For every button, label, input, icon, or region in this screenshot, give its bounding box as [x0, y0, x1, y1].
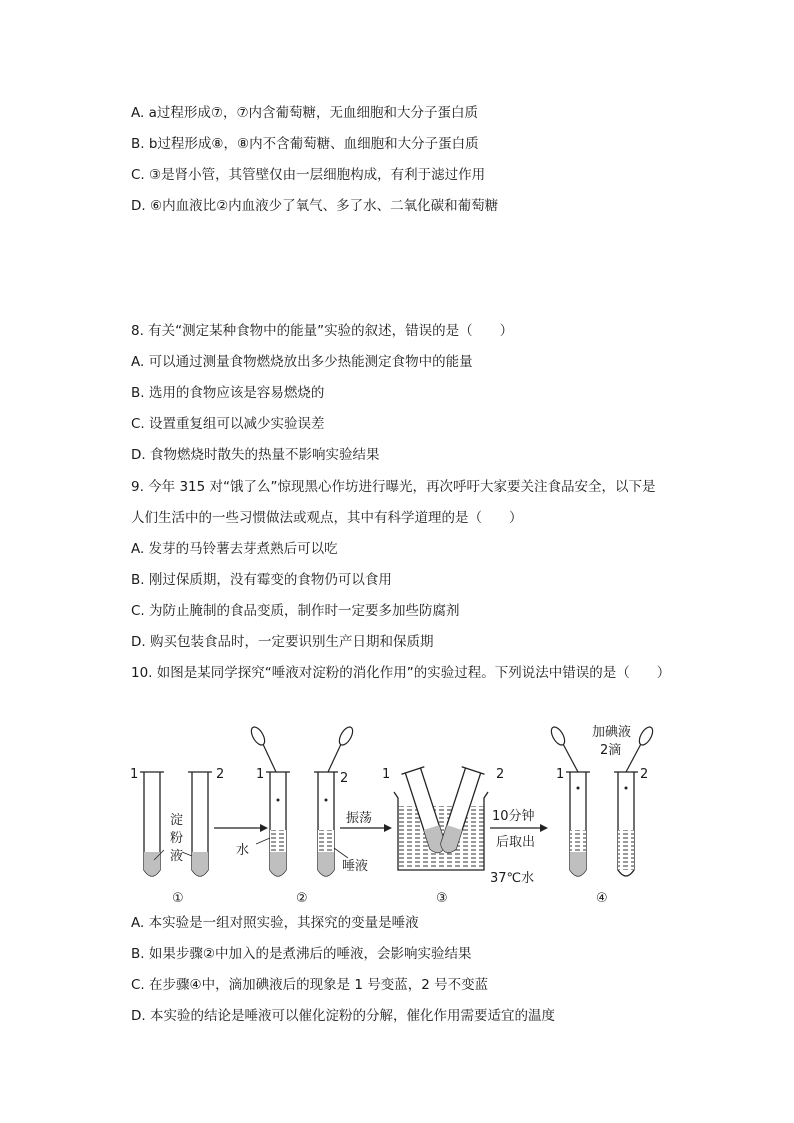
bath-label: 37℃水	[490, 871, 535, 886]
q7-option-c: C. ③是肾小管，其管壁仅由一层细胞构成，有利于滤过作用	[131, 167, 486, 183]
step2-tube2-label: 2	[340, 771, 349, 786]
arrow-3	[490, 809, 548, 850]
q10-option-c: C. 在步骤④中，滴加碘液后的现象是 1 号变蓝，2 号不变蓝	[131, 977, 489, 993]
shake-label: 振荡	[346, 811, 373, 826]
starch-label-1: 淀	[170, 813, 184, 828]
wait-label-1: 10分钟	[492, 809, 535, 824]
starch-label-2: 粉	[170, 831, 184, 846]
step2-label: ②	[296, 891, 308, 906]
q8-option-c: C. 设置重复组可以减少实验误差	[131, 416, 325, 432]
saliva-label: 唾液	[342, 859, 369, 874]
wait-label-2: 后取出	[496, 835, 536, 850]
step1-tube1-label: 1	[130, 767, 139, 782]
q9-option-c: C. 为防止腌制的食品变质，制作时一定要多加些防腐剂	[131, 603, 460, 619]
q10-stem: 10. 如图是某同学探究“唾液对淀粉的消化作用”的实验过程。下列说法中错误的是（ ）	[131, 665, 671, 681]
water-label: 水	[236, 843, 250, 858]
arrow-1	[214, 824, 268, 832]
step1-tube2-label: 2	[216, 767, 225, 782]
step4-tube2-label: 2	[640, 767, 649, 782]
q9-option-d: D. 购买包装食品时，一定要识别生产日期和保质期	[131, 634, 434, 650]
q9-option-b: B. 刚过保质期，没有霉变的食物仍可以食用	[131, 572, 392, 588]
q9-stem-line1: 9. 今年 315 对“饿了么”惊现黑心作坊进行曝光，再次呼吁大家要关注食品安全，以下是	[131, 479, 656, 495]
step2-tube1-label: 1	[256, 767, 265, 782]
q8-option-b: B. 选用的食物应该是容易燃烧的	[131, 385, 325, 401]
q8-stem: 8. 有关“测定某种食物中的能量”实验的叙述，错误的是（ ）	[131, 323, 514, 339]
step4-tubes	[549, 724, 656, 906]
arrow-2	[340, 810, 392, 832]
q10-option-d: D. 本实验的结论是唾液可以催化淀粉的分解，催化作用需要适宜的温度	[131, 1008, 555, 1024]
step3-tube1-label: 1	[382, 767, 391, 782]
iodine-label-1: 加碘液	[592, 725, 632, 740]
q7-option-a: A. a过程形成⑦，⑦内含葡萄糖，无血细胞和大分子蛋白质	[131, 105, 479, 121]
q8-option-a: A. 可以通过测量食物燃烧放出多少热能测定食物中的能量	[131, 354, 473, 370]
q7-option-d: D. ⑥内血液比②内血液少了氧气、多了水、二氧化碳和葡萄糖	[131, 198, 499, 214]
iodine-label-2: 2滴	[600, 743, 622, 758]
starch-label-3: 液	[170, 849, 184, 864]
step3-label: ③	[436, 891, 448, 906]
q9-option-a: A. 发芽的马铃薯去芽煮熟后可以吃	[131, 541, 338, 557]
experiment-figure	[126, 720, 686, 910]
q9-stem-line2: 人们生活中的一些习惯做法或观点，其中有科学道理的是（ ）	[131, 510, 523, 526]
step4-label: ④	[596, 891, 608, 906]
step3-tube2-label: 2	[496, 767, 505, 782]
q8-option-d: D. 食物燃烧时散失的热量不影响实验结果	[131, 447, 380, 463]
q10-option-b: B. 如果步骤②中加入的是煮沸后的唾液，会影响实验结果	[131, 946, 472, 962]
step1-tubes	[130, 767, 224, 906]
q7-option-b: B. b过程形成⑧，⑧内不含葡萄糖、血细胞和大分子蛋白质	[131, 136, 479, 152]
q10-option-a: A. 本实验是一组对照实验，其探究的变量是唾液	[131, 915, 419, 931]
step1-label: ①	[172, 891, 184, 906]
step4-tube1-label: 1	[556, 767, 565, 782]
